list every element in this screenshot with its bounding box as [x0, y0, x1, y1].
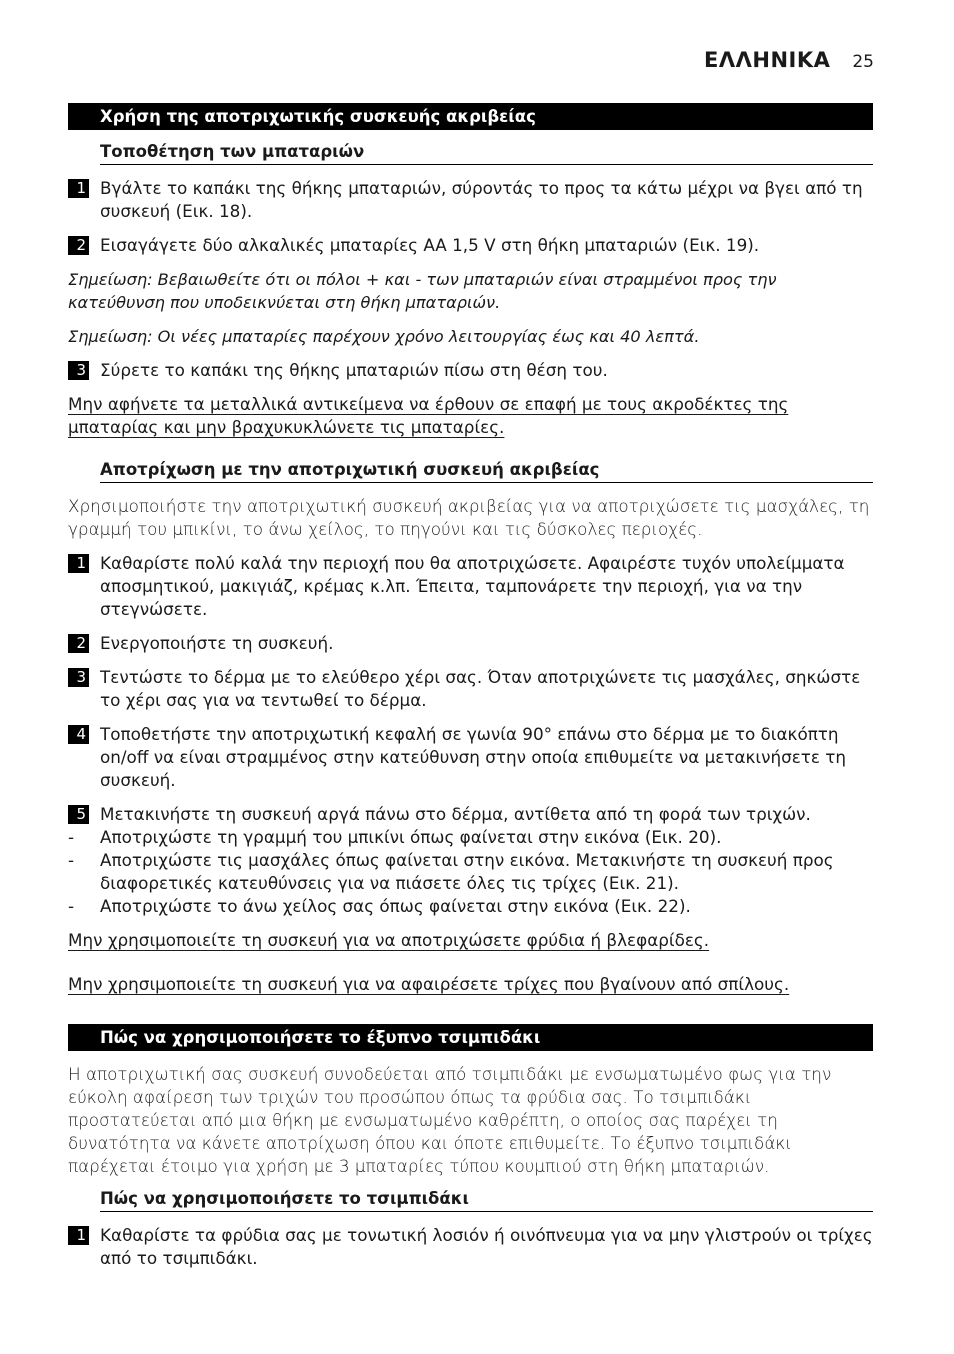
step-item	[68, 723, 873, 792]
warning-text: Μην χρησιμοποιείτε τη συσκευή για να αφαιρέσετε τρίχες που βγαίνουν από σπίλους.	[68, 974, 790, 994]
warning-battery-contacts	[68, 393, 873, 439]
step-text: Σύρετε το καπάκι της θήκης μπαταριών πίσω στη θέση του.	[100, 360, 608, 380]
list-item	[68, 895, 873, 918]
section-title-precision-epilator: Χρήση της αποτριχωτικής συσκευής ακριβείας	[68, 103, 873, 130]
step-number: 1	[68, 554, 89, 573]
page-header	[704, 48, 874, 72]
step-number: 2	[68, 236, 89, 255]
step-number: 4	[68, 725, 89, 744]
step-number: 5	[68, 805, 89, 824]
subheading-insert-batteries: Τοποθέτηση των μπαταριών	[100, 142, 873, 165]
section-title-smart-tweezers: Πώς να χρησιμοποιήσετε το έξυπνο τσιμπιδάκι	[68, 1024, 873, 1051]
intro-paragraph: Χρησιμοποιήστε την αποτριχωτική συσκευή ακριβείας για να αποτριχώσετε τις μασχάλες, τη γραμμή του μπικίνι, το άνω χείλος, το πηγούνι και τις δύσκολες περιοχές.	[68, 496, 870, 539]
step-item	[68, 552, 873, 621]
warning-eyebrows	[68, 929, 873, 952]
step-text: Καθαρίστε πολύ καλά την περιοχή που θα αποτριχώσετε. Αφαιρέστε τυχόν υπολείμματα αποσμητικού, μακιγιάζ, κρέμας κ.λπ. Έπειτα, ταμπονάρετε την περιοχή, για να την στεγνώσετε.	[100, 553, 845, 619]
step-number: 1	[68, 1226, 89, 1245]
list-item	[68, 849, 873, 895]
step-item	[68, 177, 873, 223]
step-number: 1	[68, 179, 89, 198]
warning-moles	[68, 973, 873, 996]
step-number: 3	[68, 361, 89, 380]
note-polarity: Σημείωση: Βεβαιωθείτε ότι οι πόλοι + και - των μπαταριών είναι στραμμένοι προς την κατεύθυνση που υποδεικνύεται στη θήκη μπαταριών.	[68, 270, 777, 312]
step-item	[68, 632, 873, 655]
step-text: Μετακινήστε τη συσκευή αργά πάνω στο δέρμα, αντίθετα από τη φορά των τριχών.	[100, 804, 811, 824]
step-item	[68, 666, 873, 712]
dash-list	[68, 826, 873, 918]
step-item	[68, 1224, 873, 1270]
dash-bullet: -	[68, 850, 75, 870]
step-text: Καθαρίστε τα φρύδια σας με τονωτική λοσιόν ή οινόπνευμα για να μην γλιστρούν οι τρίχες από το τσιμπιδάκι.	[100, 1225, 873, 1268]
note-battery-life: Σημείωση: Οι νέες μπαταρίες παρέχουν χρόνο λειτουργίας έως και 40 λεπτά.	[68, 327, 700, 346]
step-text: Τοποθετήστε την αποτριχωτική κεφαλή σε γωνία 90° επάνω στο δέρμα με το διακόπτη on/off να είναι στραμμένος στην κατεύθυνση στην οποία επιθυμείτε να μετακινήσετε τη συσκευή.	[100, 724, 847, 790]
step-number: 2	[68, 634, 89, 653]
step-number: 3	[68, 668, 89, 687]
step-text: Τεντώστε το δέρμα με το ελεύθερο χέρι σας. Όταν αποτριχώνετε τις μασχάλες, σηκώστε το χέρι σας για να τεντωθεί το δέρμα.	[100, 667, 861, 710]
intro-paragraph: Η αποτριχωτική σας συσκευή συνοδεύεται από τσιμπιδάκι με ενσωματωμένο φως για την εύκολη αφαίρεση των τριχών του προσώπου όπως τα φρύδια σας. Το τσιμπιδάκι προστατεύεται από μια θήκη με ενσωματωμένο καθρέπτη, ο οποίος σας παρέχει τη δυνατότητα να κάνετε αποτρίχωση όπου και όποτε επιθυμείτε. Το έξυπνο τσιμπιδάκι παρέχεται έτοιμο για χρήση με 3 μπαταρίες τύπου κουμπιού στη θήκη μπαταριών.	[68, 1064, 832, 1176]
step-text: Εισαγάγετε δύο αλκαλικές μπαταρίες AA 1,5 V στη θήκη μπαταριών (Εικ. 19).	[100, 235, 760, 255]
document-body	[68, 103, 873, 1281]
dash-bullet: -	[68, 827, 75, 847]
list-item-text: Αποτριχώστε τη γραμμή του μπικίνι όπως φαίνεται στην εικόνα (Εικ. 20).	[100, 827, 722, 847]
step-text: Βγάλτε το καπάκι της θήκης μπαταριών, σύροντάς το προς τα κάτω μέχρι να βγει από τη συσκευή (Εικ. 18).	[100, 178, 863, 221]
dash-bullet: -	[68, 896, 75, 916]
list-item	[68, 826, 873, 849]
subheading-epilating: Αποτρίχωση με την αποτριχωτική συσκευή ακριβείας	[100, 460, 873, 483]
page-number: 25	[852, 52, 874, 72]
step-item	[68, 359, 873, 382]
list-item-text: Αποτριχώστε το άνω χείλος σας όπως φαίνεται στην εικόνα (Εικ. 22).	[100, 896, 691, 916]
language-label: ΕΛΛΗΝΙΚΑ	[704, 48, 831, 72]
list-item-text: Αποτριχώστε τις μασχάλες όπως φαίνεται στην εικόνα. Μετακινήστε τη συσκευή προς διαφορετικές κατευθύνσεις για να πιάσετε όλες τις τρίχες (Εικ. 21).	[100, 850, 834, 893]
step-item	[68, 803, 873, 826]
step-item	[68, 234, 873, 257]
warning-text: Μην αφήνετε τα μεταλλικά αντικείμενα να έρθουν σε επαφή με τους ακροδέκτες της μπαταρίας και μην βραχυκυκλώνετε τις μπαταρίες.	[68, 394, 789, 437]
step-text: Ενεργοποιήστε τη συσκευή.	[100, 633, 334, 653]
subheading-use-tweezers: Πώς να χρησιμοποιήσετε το τσιμπιδάκι	[100, 1189, 873, 1212]
warning-text: Μην χρησιμοποιείτε τη συσκευή για να αποτριχώσετε φρύδια ή βλεφαρίδες.	[68, 930, 710, 950]
